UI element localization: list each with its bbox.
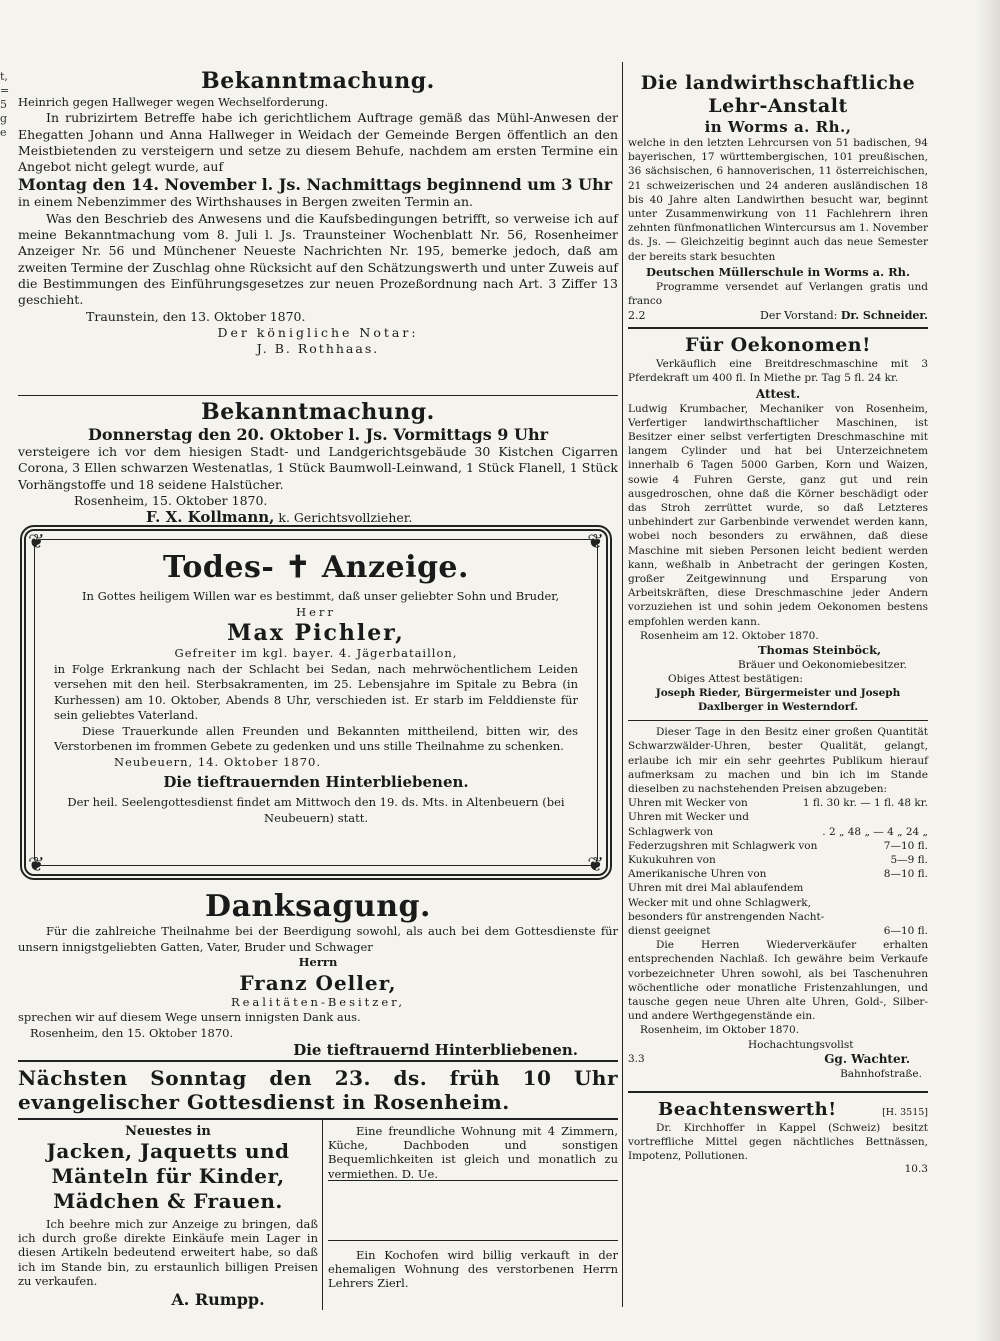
- divider: [328, 1240, 618, 1241]
- ad-number: 3.3: [628, 1052, 645, 1065]
- attest-name: Thomas Steinböck,: [758, 643, 882, 658]
- ornament-icon: ❦: [28, 852, 45, 876]
- notable-header: [628, 1099, 928, 1121]
- oekonomen-paragraph: Verkäuflich eine Breitdreschmaschine mit 3 Pferdekraft um 400 fl. In Miethe pr. Tag 5 fl. 24 kr.: [628, 358, 928, 385]
- place-date: Rosenheim am 12. Oktober 1870.: [640, 629, 819, 642]
- margin-mark: g: [0, 112, 8, 125]
- right-column: [628, 58, 928, 1175]
- ad-number: 2.2: [628, 309, 646, 323]
- price-row-label: dienst geeignet: [628, 924, 711, 937]
- ornament-icon: ❦: [587, 529, 604, 553]
- notice-subtitle: Heinrich gegen Hallweger wegen Wechselforderung.: [18, 95, 329, 109]
- clocks-name: Gg. Wachter.: [824, 1051, 910, 1066]
- clocks-paragraph: Dieser Tage in den Besitz einer großen Quantität Schwarzwälder-Uhren, bester Qualität, gelangt, erlaube ich mir ein sehr geehrtes Publikum hierauf aufmerksam zu machen und bin ich im Stande dieselben zu nachstehenden Preisen abzugeben:: [628, 726, 928, 795]
- clocks-street: Bahnhofstraße.: [840, 1067, 922, 1080]
- divider: [18, 1118, 618, 1120]
- price-row: [628, 810, 928, 824]
- auction-date: Donnerstag den 20. Oktober l. Js. Vormittags 9 Uhr: [88, 425, 548, 444]
- deceased-rank: Gefreiter im kgl. bayer. 4. Jägerbataillon,: [174, 646, 458, 660]
- thanks-paragraph: Für die zahlreiche Theilnahme bei der Beerdigung sowohl, als auch bei dem Gottesdienste für unsern innigstgeliebten Gatten, Vater, Bruder und Schwager: [18, 924, 618, 954]
- thanks-herr: Herrn: [298, 955, 338, 969]
- worms-signed-name: Dr. Schneider.: [840, 309, 928, 323]
- divider: [628, 327, 928, 329]
- price-row-value: 6—10 fl.: [883, 924, 928, 937]
- apartment-text: Eine freundliche Wohnung mit 4 Zimmern, Küche, Dachboden und sonstigen Bequemlichkeiten ist gleich und monatlich zu vermiethen. D. Ue.: [328, 1124, 618, 1181]
- signature: [18, 509, 618, 526]
- death-notice-frame: [20, 525, 612, 880]
- signatory-name: J. B. Rothhaas.: [256, 341, 380, 357]
- oekonomen-title: Für Oekonomen!: [685, 334, 871, 357]
- notice-paragraph: In rubrizirtem Betreffe habe ich gerichtlichem Auftrage gemäß das Mühl-Anwesen der Ehegatten Johann und Anna Hallweger in Weidach der Gemeinde Bergen öffentlich an den Meistbietenden zu versteigern und setze zu diesem Behufe, nachdem am ersten Termine ein Angebot nicht gelegt wurde, auf: [18, 110, 618, 175]
- margin-mark: 5: [0, 98, 7, 111]
- death-notice-mass: Der heil. Seelengottesdienst findet am Mittwoch den 19. ds. Mts. in Altenbeuern (bei Neubeuern) statt.: [67, 795, 565, 825]
- left-column: [18, 58, 618, 534]
- worms-paragraph: Programme versendet auf Verlangen gratis und franco: [628, 280, 928, 308]
- oekonomen-ad: [628, 333, 928, 714]
- signature-role: k. Gerichtsvollzieher.: [278, 510, 413, 526]
- column-divider: [622, 62, 623, 1307]
- price-row: [628, 839, 928, 853]
- price-row: [628, 924, 928, 938]
- signatory-role: Der königliche Notar:: [217, 324, 419, 340]
- clocks-footer: [628, 1052, 928, 1067]
- death-notice-signed: Die tieftrauernden Hinterbliebenen.: [163, 773, 469, 791]
- stove-ad: [328, 1248, 618, 1291]
- place-date: Traunstein, den 13. Oktober 1870.: [86, 308, 306, 324]
- attest-confirm-names: Joseph Rieder, Bürgermeister und Joseph Daxlberger in Westerndorf.: [655, 687, 901, 714]
- death-notice-paragraph: in Folge Erkrankung nach der Schlacht bei Sedan, nach mehrwöchentlichem Leiden versehen mit den heil. Sterbsakramenten, im 25. Lebensjahre im Spitale zu Bebra (in Kurhessen) am 10. Oktober, Abends 8 Uhr, verschieden ist. Er starb im Felddienste für sein geliebtes Vaterland.: [54, 661, 578, 722]
- ornament-icon: ❦: [587, 852, 604, 876]
- notice-auction: [18, 399, 618, 534]
- deceased-name: Max Pichler,: [227, 620, 405, 646]
- notice-title: Bekanntmachung.: [201, 399, 435, 425]
- attest-confirm: Obiges Attest bestätigen:: [668, 673, 803, 686]
- divider: [18, 395, 618, 396]
- price-row-value: 5—9 fl.: [890, 853, 928, 866]
- attest-heading: Attest.: [755, 386, 801, 401]
- margin-mark: t,: [0, 70, 8, 83]
- price-row: [628, 796, 928, 810]
- place-date: Rosenheim, im Oktober 1870.: [640, 1024, 800, 1037]
- place-date: Rosenheim, den 15. Oktober 1870.: [30, 1025, 234, 1040]
- column-divider: [322, 1120, 323, 1310]
- divider: [328, 1180, 618, 1181]
- price-row-value: 1 fl. 30 kr. — 1 fl. 48 kr.: [802, 797, 928, 810]
- thanks-role: Realitäten-Besitzer,: [230, 994, 406, 1009]
- ornament-icon: ❦: [28, 529, 45, 553]
- worms-paragraph: welche in den letzten Lehrcursen von 51 badischen, 94 bayerischen, 17 württembergischen, 101 preußischen, 36 sächsischen, 6 hannoverischen, 11 österreichischen, 21 schweizerischen und 24 anderen ausländischen 18 bis 40 Jahre alten Landwirthen besucht war, beginnt unter Zusammenwirkung von 11 Fachlehrern ihren zehnten fünfmonatlichen Wintercursus am 1. November ds. Js. — Gleichzeitig beginnt auch das neue Semester der bereits stark besuchten: [628, 137, 928, 263]
- thanks-title: Danksagung.: [205, 889, 431, 924]
- notice-notary: [18, 68, 618, 392]
- notable-code: [H. 3515]: [882, 1106, 928, 1118]
- worms-footer: [628, 308, 928, 323]
- divider: [628, 1091, 928, 1093]
- rumpp-signed: A. Rumpp.: [171, 1290, 265, 1310]
- stove-text: Ein Kochofen wird billig verkauft in der ehemaligen Wohnung des verstorbenen Herrn Lehrers Zierl.: [328, 1248, 618, 1291]
- price-row-label: besonders für anstrengenden Nacht-: [628, 910, 825, 923]
- thanks-paragraph: sprechen wir auf diesem Wege unsern innigsten Dank aus.: [18, 1010, 361, 1024]
- rumpp-paragraph: Ich beehre mich zur Anzeige zu bringen, daß ich durch große direkte Einkäufe mein Lager in diesen Artikeln bedeutend erweitert habe, so daß ich im Stande bin, zu erstaunlich billigen Preisen zu verkaufen.: [18, 1217, 318, 1288]
- price-row-label: Amerikanische Uhren von: [628, 868, 767, 881]
- rumpp-kicker: Neuestes in: [125, 1124, 211, 1139]
- margin-mark: e: [0, 126, 7, 139]
- notice-title: Bekanntmachung.: [201, 68, 435, 94]
- price-row: [628, 853, 928, 867]
- price-row: [628, 825, 928, 839]
- price-row: [628, 896, 928, 910]
- page-edge-shadow: [976, 0, 1000, 1341]
- death-notice-body: [54, 551, 578, 826]
- price-row-value: 7—10 fl.: [883, 839, 928, 852]
- clocks-ad: [628, 725, 928, 1080]
- price-row: [628, 867, 928, 881]
- price-row-value: 8—10 fl.: [883, 868, 928, 881]
- price-row-label: Wecker mit und ohne Schlagwerk,: [628, 896, 811, 909]
- worms-school: Deutschen Müllerschule in Worms a. Rh.: [645, 264, 911, 279]
- signature-name: F. X. Kollmann,: [146, 508, 275, 527]
- thanks-name: Franz Oeller,: [239, 970, 397, 995]
- margin-marks: [0, 70, 14, 140]
- worms-ad: [628, 72, 928, 323]
- price-row-value: . 2 „ 48 „ — 4 „ 24 „: [822, 825, 928, 838]
- divider: [628, 720, 928, 721]
- notice-paragraph: versteigere ich vor dem hiesigen Stadt- und Landgerichtsgebäude 30 Kistchen Cigarren Corona, 3 Ellen schwarzen Westenatlas, 1 Stück Baumwoll-Leinwand, 1 Stück Flanell, 1 Stück Vorhängstoffe und 18 seidene Halstücher.: [18, 444, 618, 492]
- price-row-label: Federzugshren mit Schlagwerk von: [628, 839, 818, 852]
- clocks-greeting: Hochachtungsvollst: [748, 1038, 854, 1051]
- death-notice-paragraph: In Gottes heiligem Willen war es bestimmt, daß unser geliebter Sohn und Bruder,: [82, 589, 560, 603]
- place-date: Rosenheim, 15. Oktober 1870.: [74, 492, 268, 508]
- worms-place: in Worms a. Rh.,: [704, 118, 852, 136]
- worms-title: Die landwirthschaftliche Lehr-Anstalt: [640, 72, 916, 117]
- rumpp-ad: [18, 1124, 318, 1309]
- price-row-label: Uhren mit Wecker von: [628, 797, 748, 810]
- notable-paragraph: Dr. Kirchhoffer in Kappel (Schweiz) besitzt vortreffliche Mittel gegen nächtliches Bettnässen, Impotenz, Pollutionen.: [628, 1121, 928, 1162]
- notable-ad: [628, 1099, 928, 1176]
- price-row-label: Schlagwerk von: [628, 825, 714, 838]
- worms-signed-role: Der Vorstand:: [760, 309, 838, 323]
- death-notice-herr: Herr: [296, 604, 336, 619]
- thanks-notice: [18, 890, 618, 1060]
- price-row: [628, 881, 928, 895]
- attest-role: Bräuer und Oekonomiebesitzer.: [738, 659, 907, 672]
- apartment-ad: [328, 1124, 618, 1181]
- death-notice-paragraph: Diese Trauerkunde allen Freunden und Bekannten mittheilend, bitten wir, des Verstorbenen im frommen Gebete zu gedenken und uns stille Theilnahme zu schenken.: [54, 723, 578, 753]
- service-announcement: Nächsten Sonntag den 23. ds. früh 10 Uhr evangelischer Gottesdienst in Rosenheim.: [18, 1066, 618, 1114]
- margin-mark: =: [0, 84, 10, 97]
- price-row-label: Kukukuhren von: [628, 853, 716, 866]
- worms-signed: [760, 308, 928, 323]
- price-row-label: Uhren mit drei Mal ablaufendem: [628, 882, 804, 895]
- attest-paragraph: Ludwig Krumbacher, Mechaniker von Rosenheim, Verfertiger landwirthschaftlicher Maschinen, ist Besitzer einer selbst verfertigten Dreschmaschine mit langem Cylinder und hat bei Unterzeichnetem innerhalb 6 Tagen 5000 Garben, Korn und Waizen, sowie 4 Fuhren Gerste, ganz gut und rein ausgedroschen, ohne daß die Körner beschädigt oder das Stroh zerrüttet wurde, so daß Letzteres unbehindert zur Garbenbinde verwendet werden kann, wobei noch besonders zu erwähnen, daß diese Maschine mit sieben Personen leicht bedient werden kann, weßhalb in Anbetracht der geringen Kosten, großer Zeitgewinnung und Ersparung von Arbeitskräften, diese Dreschmaschine jeder Andern vorzuziehen ist und sohin jedem Oekonomen bestens empfohlen werden kann.: [628, 402, 928, 628]
- rumpp-headline: Jacken, Jaquetts und Mänteln für Kinder, Mädchen & Frauen.: [46, 1139, 290, 1213]
- death-notice-title: Todes- ✝ Anzeige.: [163, 550, 469, 585]
- place-date: Neubeuern, 14. Oktober 1870.: [114, 754, 321, 769]
- ad-number: 10.3: [904, 1163, 928, 1176]
- thanks-signed: Die tieftrauernd Hinterbliebenen.: [293, 1041, 578, 1059]
- divider: [18, 1060, 618, 1062]
- clocks-paragraph: Die Herren Wiederverkäufer erhalten entsprechenden Nachlaß. Ich gewähre beim Verkaufe vorbezeichneter Uhren sowohl, als bei Taschenuhren wöchentliche oder monatliche Fristenzahlungen, und tausche gegen neue Uhren alte Uhren, Gold-, Silber- und andere Werthgegenstände ein.: [628, 939, 928, 1023]
- clocks-price-list: [628, 796, 928, 938]
- price-row-label: Uhren mit Wecker und: [628, 811, 750, 824]
- price-row: [628, 910, 928, 924]
- notice-paragraph: Was den Beschrieb des Anwesens und die Kaufsbedingungen betrifft, so verweise ich auf meine Bekanntmachung vom 8. Juli l. Js. Traunsteiner Wochenblatt Nr. 56, Rosenheimer Anzeiger Nr. 56 und Münchener Neueste Nachrichten Nr. 195, bemerke jedoch, daß am zweiten Termine der Zuschlag ohne Rücksicht auf den Schätzungswerth und unter Zuweis auf die Bestimmungen des Einführungsgesetzes zur neuen Prozeßordnung nach Art. 3 Ziffer 13 geschieht.: [18, 210, 618, 308]
- notable-title: Beachtenswerth!: [658, 1098, 837, 1120]
- auction-date: Montag den 14. November l. Js. Nachmittags beginnend um 3 Uhr: [18, 175, 613, 195]
- notice-paragraph: in einem Nebenzimmer des Wirthshauses in Bergen zweiten Termin an.: [18, 194, 473, 210]
